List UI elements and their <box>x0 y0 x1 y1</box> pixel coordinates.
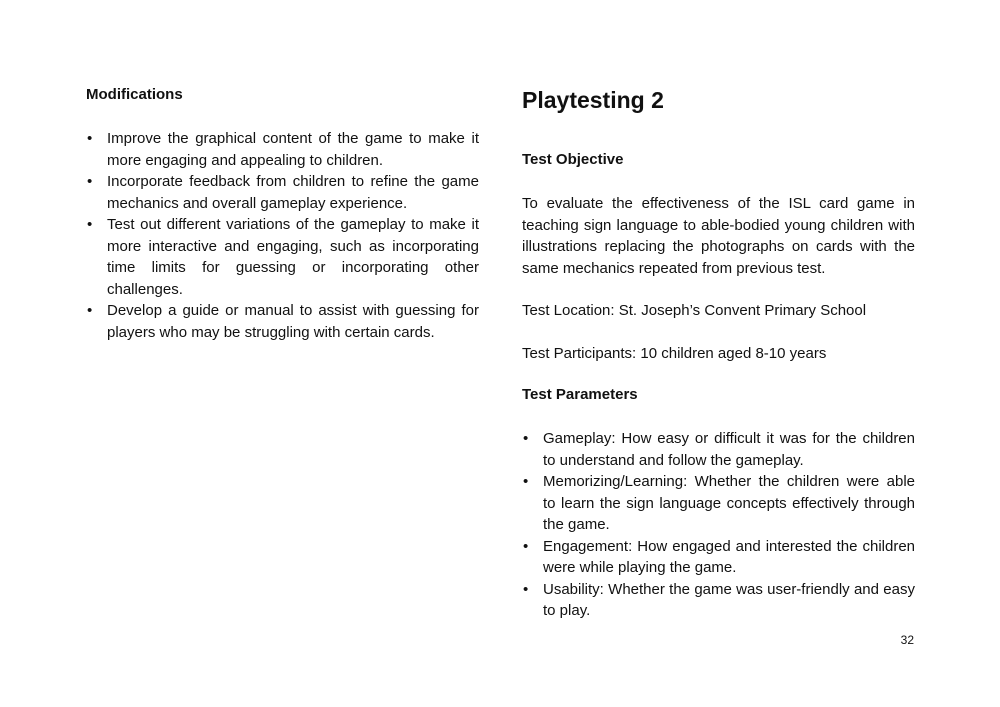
page-title: Playtesting 2 <box>522 87 664 113</box>
bullet-icon: • <box>87 130 93 147</box>
list-item-text: Improve the graphical content of the game to make it more engaging and appealing to children. <box>107 130 479 169</box>
list-item <box>522 471 915 536</box>
test-parameters-list <box>522 428 915 622</box>
list-item-text: Test out different variations of the gameplay to make it more interactive and engaging, such as incorporating time limits for guessing or incorporating other challenges. <box>107 216 479 298</box>
bullet-icon: • <box>523 580 529 598</box>
bullet-icon: • <box>87 302 93 319</box>
page-number: 32 <box>900 633 914 647</box>
bullet-icon: • <box>523 537 529 555</box>
modifications-heading: Modifications <box>86 86 183 103</box>
list-item-text: Incorporate feedback from children to refine the game mechanics and overall gameplay experience. <box>107 173 479 212</box>
bullet-icon: • <box>87 173 93 190</box>
test-objective-text: To evaluate the effectiveness of the ISL card game in teaching sign language to able-bodied young children with illustrations replacing the photographs on cards with the same mechanics repeated from previous test. <box>522 195 915 277</box>
test-location: Test Location: St. Joseph’s Convent Primary School <box>522 302 867 319</box>
list-item-text: Memorizing/Learning: Whether the children were able to learn the sign language concepts effectively through the game. <box>543 473 915 533</box>
list-item <box>522 536 915 579</box>
list-item-text: Develop a guide or manual to assist with guessing for players who may be struggling with certain cards. <box>107 302 479 341</box>
list-item <box>86 214 479 300</box>
test-parameters-heading: Test Parameters <box>522 386 638 403</box>
bullet-icon: • <box>87 216 93 233</box>
list-item-text: Usability: Whether the game was user-friendly and easy to play. <box>543 580 915 619</box>
list-item <box>86 171 479 214</box>
list-item <box>522 428 915 471</box>
list-item <box>86 128 479 171</box>
list-item <box>86 300 479 343</box>
list-item-text: Gameplay: How easy or difficult it was for the children to understand and follow the gameplay. <box>543 430 915 469</box>
list-item-text: Engagement: How engaged and interested the children were while playing the game. <box>543 537 915 576</box>
modifications-list <box>86 128 479 343</box>
test-objective-heading: Test Objective <box>522 151 624 168</box>
list-item <box>522 579 915 622</box>
bullet-icon: • <box>523 473 529 490</box>
bullet-icon: • <box>523 430 529 447</box>
test-participants: Test Participants: 10 children aged 8-10 years <box>522 345 827 362</box>
